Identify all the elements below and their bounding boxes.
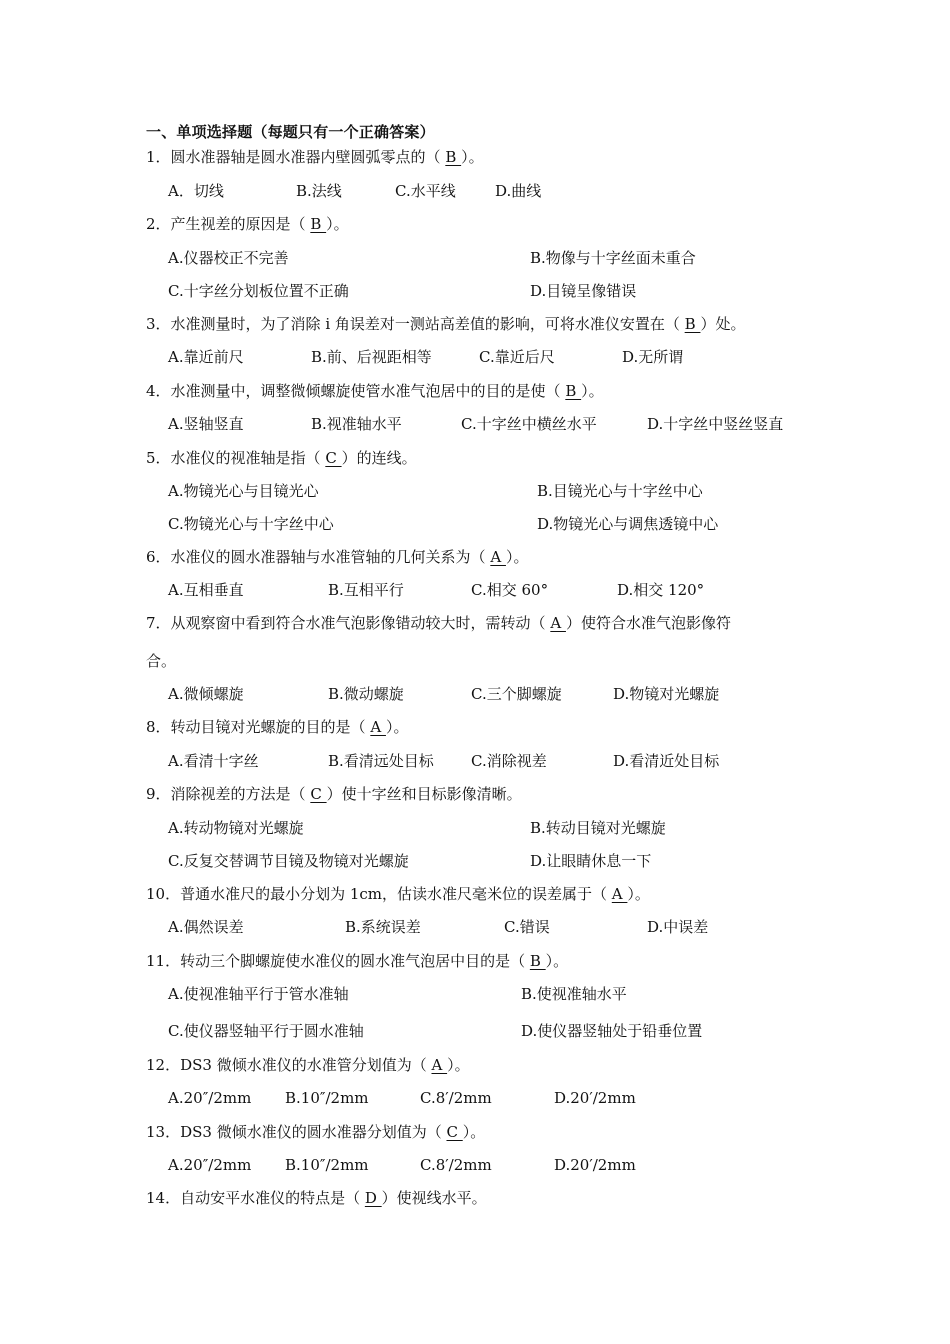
option-c: C.使仪器竖轴平行于圆水准轴	[168, 1022, 364, 1040]
option-a: A．切线	[168, 182, 224, 200]
question-text-end: ）。	[461, 148, 484, 166]
question-5	[146, 448, 417, 468]
question-text: 2．产生视差的原因是（	[146, 215, 311, 233]
question-text-end: ）使符合水准气泡影像符	[565, 614, 731, 632]
option-a: A.转动物镜对光螺旋	[168, 819, 304, 837]
question-text: 8．转动目镜对光螺旋的目的是（	[146, 718, 371, 736]
option-c: C.十字丝分划板位置不正确	[168, 282, 349, 300]
question-text-end: ）。	[505, 548, 529, 566]
option-c: C.靠近后尺	[479, 348, 555, 366]
question-6	[146, 547, 528, 567]
question-text-end: ）使十字丝和目标影像清晰。	[326, 785, 522, 803]
option-a: A.使视准轴平行于管水准轴	[168, 985, 349, 1003]
option-b: B.10″/2mm	[285, 1156, 369, 1174]
option-d: D.目镜呈像错误	[530, 282, 637, 300]
question-text-end: ）使视线水平。	[381, 1189, 487, 1207]
answer-blank: B	[445, 148, 462, 166]
question-7	[146, 613, 731, 633]
answer-blank: A	[611, 885, 628, 903]
option-a: A.竖轴竖直	[168, 415, 244, 433]
option-b: B.系统误差	[345, 918, 421, 936]
question-text: 13．DS3 微倾水准仪的圆水准器分划值为（	[146, 1123, 447, 1141]
option-d: D.使仪器竖轴处于铅垂位置	[521, 1022, 703, 1040]
question-text-end: ）。	[447, 1056, 470, 1074]
question-text: 1．圆水准器轴是圆水准器内壁圆弧零点的（	[146, 148, 446, 166]
option-c: C.十字丝中横丝水平	[461, 415, 597, 433]
answer-blank: B	[310, 215, 327, 233]
option-c: C.相交 60°	[471, 581, 549, 599]
question-14	[146, 1188, 487, 1208]
option-d: D.中误差	[647, 918, 709, 936]
question-text: 4．水准测量中，调整微倾螺旋使管水准气泡居中的目的是使（	[146, 382, 566, 400]
question-11	[146, 951, 568, 971]
question-text: 6．水准仪的圆水准器轴与水准管轴的几何关系为（	[146, 548, 491, 566]
question-text: 7．从观察窗中看到符合水准气泡影像错动较大时，需转动（	[146, 614, 551, 632]
answer-blank: A	[370, 718, 386, 736]
option-a: A.互相垂直	[168, 581, 244, 599]
question-1	[146, 147, 484, 167]
option-a: A.微倾螺旋	[168, 685, 244, 703]
question-text-end: ）的连线。	[341, 449, 417, 467]
option-d: D.十字丝中竖丝竖直	[647, 415, 784, 433]
option-d: D.无所谓	[622, 348, 684, 366]
question-9	[146, 784, 522, 804]
answer-blank: C	[446, 1123, 463, 1141]
question-text: 9．消除视差的方法是（	[146, 785, 311, 803]
option-a: A.物镜光心与目镜光心	[168, 482, 319, 500]
question-text: 11．转动三个脚螺旋使水准仪的圆水准气泡居中目的是（	[146, 952, 530, 970]
question-continuation: 合。	[146, 652, 177, 670]
option-d: D.物镜对光螺旋	[613, 685, 720, 703]
question-10	[146, 884, 650, 904]
option-a: A.20″/2mm	[168, 1156, 252, 1174]
question-4	[146, 381, 604, 401]
answer-blank: C	[325, 449, 342, 467]
option-b: B.看清远处目标	[328, 752, 434, 770]
option-c: C.8′/2mm	[420, 1089, 492, 1107]
answer-blank: A	[550, 614, 566, 632]
question-text: 10．普通水准尺的最小分划为 1cm，估读水准尺毫米位的误差属于（	[146, 885, 612, 903]
question-text: 14．自动安平水准仪的特点是（	[146, 1189, 365, 1207]
option-a: A.20″/2mm	[168, 1089, 252, 1107]
option-c: C.8′/2mm	[420, 1156, 492, 1174]
option-b: B.前、后视距相等	[311, 348, 432, 366]
option-c: C.反复交替调节目镜及物镜对光螺旋	[168, 852, 409, 870]
option-c: C.错误	[504, 918, 550, 936]
option-b: B.物像与十字丝面未重合	[530, 249, 696, 267]
question-8	[146, 717, 408, 737]
option-b: B.使视准轴水平	[521, 985, 627, 1003]
option-d: D.曲线	[495, 182, 542, 200]
question-text-end: ）处。	[700, 315, 746, 333]
answer-blank: B	[684, 315, 701, 333]
option-b: B.转动目镜对光螺旋	[530, 819, 666, 837]
option-c: C.物镜光心与十字丝中心	[168, 515, 334, 533]
question-2	[146, 214, 349, 234]
option-c: C.消除视差	[471, 752, 547, 770]
option-a: A.靠近前尺	[168, 348, 244, 366]
option-b: B.10″/2mm	[285, 1089, 369, 1107]
question-text: 3．水准测量时，为了消除 i 角误差对一测站高差值的影响，可将水准仪安置在（	[146, 315, 685, 333]
option-a: A.看清十字丝	[168, 752, 259, 770]
section-heading: 一、单项选择题（每题只有一个正确答案）	[146, 123, 435, 141]
option-d: D.物镜光心与调焦透镜中心	[537, 515, 719, 533]
option-b: B.法线	[296, 182, 342, 200]
question-text-end: ）。	[385, 718, 409, 736]
option-d: D.20′/2mm	[554, 1089, 636, 1107]
question-12	[146, 1055, 470, 1075]
option-a: A.仪器校正不完善	[168, 249, 289, 267]
option-c: C.三个脚螺旋	[471, 685, 562, 703]
answer-blank: D	[364, 1189, 382, 1207]
option-b: B.视准轴水平	[311, 415, 402, 433]
option-b: B.目镜光心与十字丝中心	[537, 482, 703, 500]
option-b: B.微动螺旋	[328, 685, 404, 703]
question-text: 12．DS3 微倾水准仪的水准管分划值为（	[146, 1056, 432, 1074]
option-d: D.让眼睛休息一下	[530, 852, 652, 870]
question-text-end: ）。	[326, 215, 349, 233]
question-13	[146, 1122, 485, 1142]
option-a: A.偶然误差	[168, 918, 244, 936]
question-3	[146, 314, 745, 334]
question-text-end: ）。	[627, 885, 650, 903]
option-c: C.水平线	[395, 182, 456, 200]
question-text: 5．水准仪的视准轴是指（	[146, 449, 326, 467]
option-d: D.看清近处目标	[613, 752, 720, 770]
option-d: D.20′/2mm	[554, 1156, 636, 1174]
option-b: B.互相平行	[328, 581, 404, 599]
question-text-end: ）。	[462, 1123, 486, 1141]
answer-blank: A	[490, 548, 506, 566]
answer-blank: C	[310, 785, 327, 803]
option-d: D.相交 120°	[617, 581, 705, 599]
question-text-end: ）。	[581, 382, 604, 400]
answer-blank: B	[565, 382, 582, 400]
answer-blank: B	[529, 952, 546, 970]
question-text-end: ）。	[545, 952, 569, 970]
answer-blank: A	[431, 1056, 448, 1074]
